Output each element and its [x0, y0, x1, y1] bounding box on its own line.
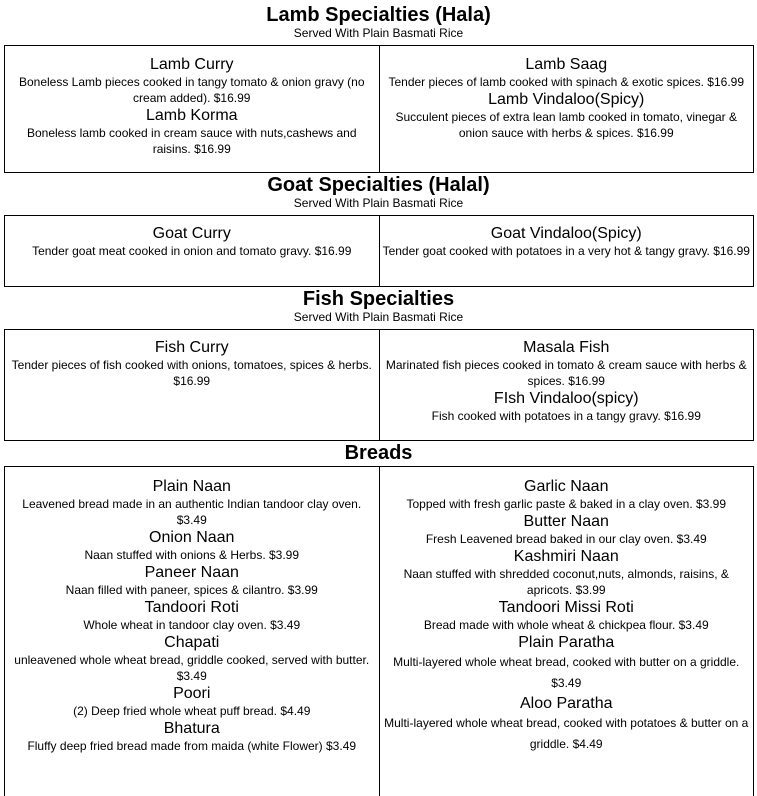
menu-item — [383, 477, 751, 512]
item-description: Tender goat cooked with potatoes in a very hot & tangy gravy. $16.99 — [382, 244, 750, 258]
item-description: unleavened whole wheat bread, griddle cooked, served with butter. $3.49 — [14, 653, 370, 683]
item-name: Bhatura — [163, 720, 220, 737]
menu-item — [383, 224, 751, 259]
fish-header — [0, 288, 757, 324]
item-name: Goat Curry — [152, 225, 231, 242]
menu-item — [8, 106, 376, 157]
fish-left-column — [5, 330, 379, 440]
item-name: Aloo Paratha — [519, 695, 613, 712]
item-description: Topped with fresh garlic paste & baked in a clay oven. $3.99 — [406, 497, 727, 511]
item-description: Naan stuffed with shredded coconut,nuts, almonds, raisins, & apricots. $3.99 — [403, 567, 729, 597]
menu-item — [383, 55, 751, 90]
menu-item — [383, 90, 751, 141]
item-name: FIsh Vindaloo(spicy) — [493, 390, 639, 407]
lamb-header — [0, 4, 757, 40]
item-name: Plain Naan — [152, 478, 231, 495]
item-name: Poori — [173, 685, 211, 702]
menu-item — [8, 598, 376, 633]
goat-menu-grid — [4, 215, 754, 287]
breads-left-column — [5, 467, 379, 796]
item-name: Onion Naan — [149, 529, 235, 546]
breads-menu-grid — [4, 466, 754, 796]
menu-item — [383, 338, 751, 389]
lamb-section-title: Lamb Specialties (Hala) — [266, 4, 491, 26]
menu-item — [8, 719, 376, 754]
item-description: Fresh Leavened bread baked in our clay oven. $3.49 — [425, 532, 707, 546]
menu-item — [8, 633, 376, 684]
item-description: Bread made with whole wheat & chickpea flour. $3.49 — [423, 618, 709, 632]
menu-item — [383, 512, 751, 547]
item-name: Plain Paratha — [518, 634, 615, 651]
item-name: Tandoori Roti — [144, 599, 239, 616]
item-description: Succulent pieces of extra lean lamb cooked in tomato, vinegar & onion sauce with herbs & spices. $16.99 — [395, 110, 738, 140]
item-name: Lamb Saag — [525, 56, 608, 73]
breads-right-column — [379, 467, 754, 796]
fish-menu-grid — [4, 329, 754, 441]
menu-item — [383, 633, 751, 694]
item-name: Lamb Vindaloo(Spicy) — [488, 91, 645, 108]
goat-section-subtitle: Served With Plain Basmati Rice — [293, 196, 464, 210]
item-description: Tender pieces of lamb cooked with spinach & exotic spices. $16.99 — [388, 75, 745, 89]
item-description: Naan stuffed with onions & Herbs. $3.99 — [84, 548, 300, 562]
lamb-left-column — [5, 46, 379, 172]
menu-item — [8, 338, 376, 389]
fish-section-title: Fish Specialties — [302, 288, 455, 310]
lamb-right-column — [379, 46, 754, 172]
item-name: Chapati — [164, 634, 220, 651]
item-description: Fluffy deep fried bread made from maida (white Flower) $3.49 — [27, 739, 357, 753]
item-description: Naan filled with paneer, spices & cilantro. $3.99 — [65, 583, 318, 597]
lamb-section-subtitle: Served With Plain Basmati Rice — [293, 26, 464, 40]
lamb-menu-grid — [4, 45, 754, 173]
menu-item — [383, 389, 751, 424]
item-name: Garlic Naan — [524, 478, 609, 495]
item-description: Tender goat meat cooked in onion and tomato gravy. $16.99 — [32, 244, 352, 258]
item-name: Paneer Naan — [144, 564, 239, 581]
menu-item — [8, 684, 376, 719]
item-description: Leavened bread made in an authentic Indian tandoor clay oven. $3.49 — [22, 497, 362, 527]
item-name: Goat Vindaloo(Spicy) — [490, 225, 642, 242]
goat-right-column — [379, 216, 754, 286]
item-name: Tandoori Missi Roti — [498, 599, 634, 616]
item-description: Boneless Lamb pieces cooked in tangy tomato & onion gravy (no cream added). $16.99 — [18, 75, 365, 105]
menu-item — [8, 563, 376, 598]
item-description: Multi-layered whole wheat bread, cooked with potatoes & butter on a griddle. $4.49 — [384, 716, 749, 751]
goat-left-column — [5, 216, 379, 286]
fish-section-subtitle: Served With Plain Basmati Rice — [293, 310, 464, 324]
fish-right-column — [379, 330, 754, 440]
item-description: Tender pieces of fish cooked with onions, tomatoes, spices & herbs. $16.99 — [11, 358, 372, 388]
menu-item — [8, 55, 376, 106]
item-name: Fish Curry — [154, 339, 229, 356]
breads-section-title: Breads — [344, 442, 413, 464]
goat-section-title: Goat Specialties (Halal) — [267, 174, 490, 196]
menu-item — [8, 477, 376, 528]
item-description: Multi-layered whole wheat bread, cooked with butter on a griddle. $3.49 — [393, 655, 740, 690]
goat-header — [0, 174, 757, 210]
item-name: Masala Fish — [523, 339, 610, 356]
item-name: Lamb Curry — [149, 56, 234, 73]
menu-item — [383, 547, 751, 598]
menu-item — [8, 528, 376, 563]
item-description: Boneless lamb cooked in cream sauce with nuts,cashews and raisins. $16.99 — [26, 126, 357, 156]
menu-item — [8, 224, 376, 259]
item-description: Marinated fish pieces cooked in tomato & cream sauce with herbs & spices. $16.99 — [385, 358, 747, 388]
item-name: Butter Naan — [523, 513, 609, 530]
item-description: Fish cooked with potatoes in a tangy gravy. $16.99 — [431, 409, 701, 423]
item-name: Kashmiri Naan — [513, 548, 619, 565]
item-description: Whole wheat in tandoor clay oven. $3.49 — [83, 618, 301, 632]
menu-item — [383, 598, 751, 633]
item-description: (2) Deep fried whole wheat puff bread. $4.49 — [73, 704, 311, 718]
breads-header — [0, 442, 757, 464]
menu-item — [383, 694, 751, 755]
item-name: Lamb Korma — [145, 107, 238, 124]
